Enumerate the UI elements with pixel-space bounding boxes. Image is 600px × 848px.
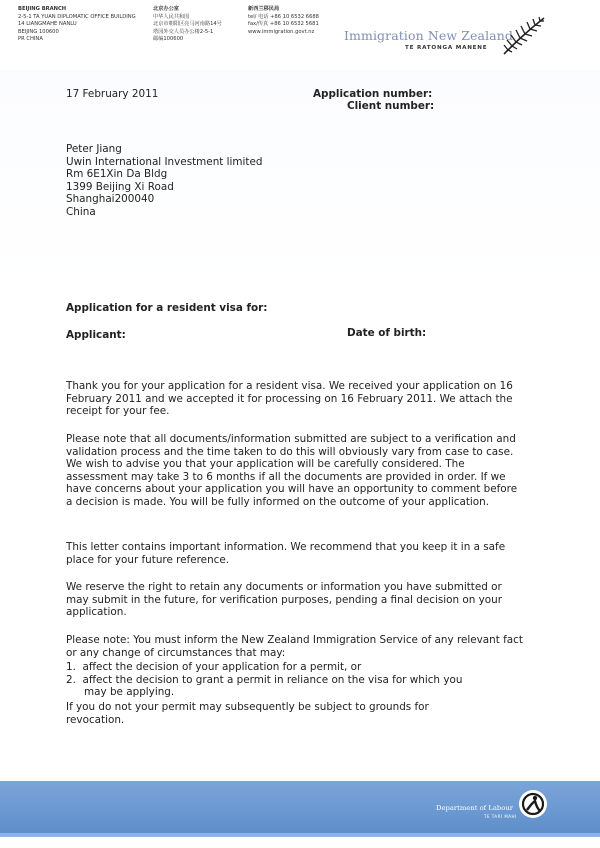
applicant-label: Applicant: <box>66 329 126 341</box>
client-number-label: Client number: <box>347 100 435 112</box>
department-name: Department of Labour <box>436 804 513 812</box>
recipient-line: Shanghai200040 <box>66 193 155 206</box>
list-item: 2. affect the decision to grant a permit in reliance on the visa for which you <box>66 673 463 686</box>
recipient-line: China <box>66 205 96 218</box>
address-line: 邮编100600 <box>153 36 184 43</box>
address-line: BEIJING BRANCH <box>18 6 67 12</box>
address-line: 14 LIANGMAHE NANLU <box>18 21 77 28</box>
contact-block <box>248 6 319 36</box>
note-list <box>66 661 462 699</box>
recipient-address <box>66 143 263 219</box>
application-number-label: Application number: <box>313 88 433 100</box>
chinese-address-block <box>153 6 222 44</box>
brand-name: Immigration New Zealand <box>344 28 513 43</box>
english-address-block <box>18 6 136 44</box>
list-item-continuation: may be applying. <box>84 686 175 699</box>
body-paragraph: Thank you for your application for a resident visa. We received your application on 16 February 2011 and we accepted it for processing on 16 February 2011. We attach the receipt for your fee. <box>66 380 513 418</box>
note-outro: If you do not your permit may subsequently be subject to grounds for revocation. <box>66 701 429 726</box>
body-paragraph: This letter contains important information. We recommend that you keep it in a safe place for your future reference. <box>66 541 506 566</box>
recipient-line: Rm 6E1Xin Da Bldg <box>66 168 168 181</box>
brand-subtitle: TE RATONGA MANENE <box>405 45 488 51</box>
recipient-line: 1399 Beijing Xi Road <box>66 180 174 193</box>
address-line: BEIJING 100600 <box>18 28 59 35</box>
recipient-line: Peter Jiang <box>66 143 122 155</box>
body-paragraph: We reserve the right to retain any documents or information you have submitted or may submit in the future, for verification purposes, pending a final decision on your application. <box>66 581 502 619</box>
date-of-birth-label: Date of birth: <box>347 327 427 339</box>
contact-line: www.immigration.govt.nz <box>248 28 315 35</box>
address-line: 2-5-1 TA YUAN DIPLOMATIC OFFICE BUILDING <box>18 13 136 20</box>
address-line: 北京办公室 <box>153 6 179 12</box>
address-line: 中华人民共和国 <box>153 13 190 20</box>
address-line: PR CHINA <box>18 36 43 43</box>
address-line: 北京市朝阳区亮马河南路14号 <box>153 21 222 28</box>
letter-date: 17 February 2011 <box>66 88 159 100</box>
contact-line: tel/ 电话 +86 10 6532 6688 <box>248 13 319 20</box>
note-intro: Please note: You must inform the New Zealand Immigration Service of any relevant fact or any change of circumstances that may: <box>66 634 523 659</box>
contact-line: fax/传真 +86 10 6532 5681 <box>248 21 319 28</box>
department-subtitle: TE TARI MAHI <box>484 814 517 819</box>
letter-subject: Application for a resident visa for: <box>66 302 268 314</box>
body-paragraph: Please note that all documents/information submitted are subject to a verification and validation process and the time taken to do this will obviously vary from case to case. We wish to advise you that your application will be carefully considered. The assessment may take 3 to 6 months if all the documents are provided in order. If we have concerns about your application you will have an opportunity to comment before a decision is made. You will be fully informed on the outcome of your application. <box>66 433 518 508</box>
footer-divider <box>0 833 600 837</box>
list-item: 1. affect the decision of your application for a permit, or <box>66 661 362 673</box>
department-logo-icon <box>518 789 548 819</box>
silver-fern-icon <box>500 14 548 56</box>
address-line: 塔园外交人员办公楼2-5-1 <box>153 28 214 35</box>
contact-line: 新西兰移民局 <box>248 6 280 12</box>
recipient-line: Uwin International Investment limited <box>66 155 263 168</box>
